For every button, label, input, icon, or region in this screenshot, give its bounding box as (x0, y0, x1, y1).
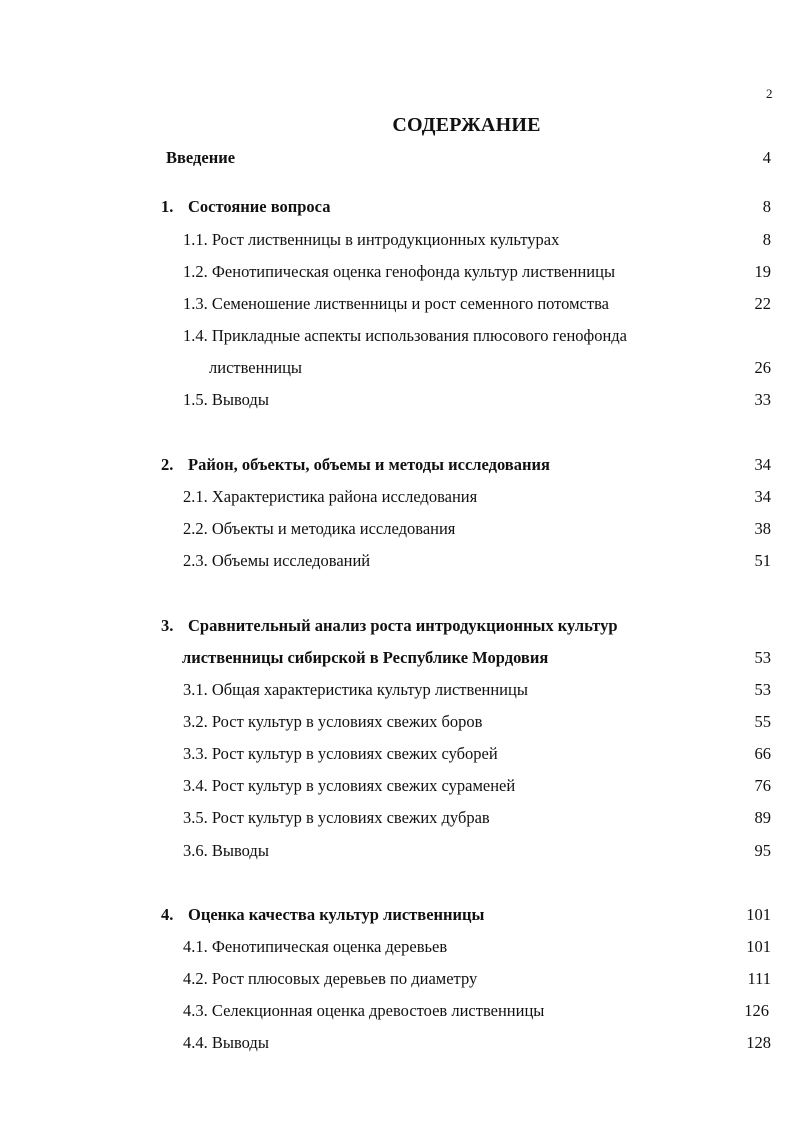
toc-section-title (161, 903, 484, 927)
toc-entry-label: 3.4. Рост культур в условиях свежих сураменей (183, 776, 516, 795)
toc-entry-label: 1.1. Рост лиственницы в интродукционных культурах (183, 230, 560, 249)
toc-entry-label: 1.5. Выводы (183, 390, 269, 409)
page-number: 2 (766, 86, 773, 101)
toc-entry-page: 38 (754, 519, 771, 538)
toc-entry-4-1[interactable] (0, 935, 793, 959)
toc-section-title-text: Район, объекты, объемы и методы исследования (188, 455, 550, 474)
toc-section-number: 2. (161, 455, 174, 474)
toc-entry-label: 4.3. Селекционная оценка древостоев лиственницы (183, 1001, 545, 1020)
toc-entry-label: 1.4. Прикладные аспекты использования плюсового генофонда (183, 326, 628, 345)
toc-entry-introduction[interactable] (0, 146, 793, 170)
toc-entry-1-4[interactable] (0, 324, 793, 348)
toc-entry-label: 1.2. Фенотипическая оценка генофонда культур лиственницы (183, 262, 616, 281)
toc-entry-1-2[interactable] (0, 260, 793, 284)
toc-entry-page: 22 (754, 294, 771, 313)
toc-entry-1-5[interactable] (0, 388, 793, 412)
toc-section-title-text: Сравнительный анализ роста интродукционных культур (188, 616, 618, 635)
toc-entry-label: 3.6. Выводы (183, 841, 269, 860)
toc-entry-page: 55 (754, 712, 771, 731)
toc-entry-3-2[interactable] (0, 710, 793, 734)
toc-entry-label: 4.1. Фенотипическая оценка деревьев (183, 937, 448, 956)
toc-entry-page: 26 (754, 358, 771, 377)
toc-section-title (161, 453, 550, 477)
toc-entry-label: 3.2. Рост культур в условиях свежих боров (183, 712, 483, 731)
toc-entry-page: 53 (754, 680, 771, 699)
toc-entry-1-3[interactable] (0, 292, 793, 316)
toc-entry-label: 3.1. Общая характеристика культур лиственницы (183, 680, 528, 699)
toc-section-number: 1. (161, 197, 174, 216)
toc-entry-page: 101 (746, 937, 771, 956)
toc-entry-3-5[interactable] (0, 806, 793, 830)
toc-section-2[interactable] (0, 453, 793, 477)
toc-section-page: 8 (762, 197, 771, 216)
toc-entry-4-3[interactable] (0, 999, 793, 1023)
toc-entry-2-3[interactable] (0, 549, 793, 573)
toc-entry-3-1[interactable] (0, 678, 793, 702)
toc-entry-page: 4 (762, 148, 771, 167)
toc-entry-label: 4.2. Рост плюсовых деревьев по диаметру (183, 969, 478, 988)
toc-entry-2-1[interactable] (0, 485, 793, 509)
toc-section-page: 34 (754, 455, 771, 474)
toc-entry-label: Введение (166, 148, 236, 167)
toc-entry-1-4-continuation[interactable] (0, 356, 793, 380)
toc-entry-page: 128 (746, 1033, 771, 1052)
toc-section-4[interactable] (0, 903, 793, 927)
toc-entry-label: 2.1. Характеристика района исследования (183, 487, 478, 506)
toc-section-title-text: Оценка качества культур лиственницы (188, 905, 485, 924)
toc-entry-page: 34 (754, 487, 771, 506)
toc-entry-page: 126 (744, 1001, 769, 1020)
page-title: СОДЕРЖАНИЕ (392, 114, 541, 136)
toc-entry-page: 33 (754, 390, 771, 409)
toc-entry-label: 2.3. Объемы исследований (183, 551, 371, 570)
toc-entry-label: 3.5. Рост культур в условиях свежих дубрав (183, 808, 490, 827)
toc-section-1[interactable] (0, 195, 793, 219)
toc-section-3[interactable] (0, 614, 793, 638)
toc-section-title (161, 195, 330, 219)
toc-section-page: 53 (754, 648, 771, 667)
toc-entry-label-continuation: лиственницы (209, 358, 303, 377)
toc-entry-label: 2.2. Объекты и методика исследования (183, 519, 456, 538)
toc-entry-label: 3.3. Рост культур в условиях свежих суборей (183, 744, 498, 763)
toc-entry-page: 89 (754, 808, 771, 827)
toc-entry-page: 51 (754, 551, 771, 570)
toc-entry-page: 76 (754, 776, 771, 795)
toc-section-3-continuation[interactable] (0, 646, 793, 670)
toc-entry-page: 8 (762, 230, 771, 249)
toc-entry-4-2[interactable] (0, 967, 793, 991)
toc-entry-page: 111 (747, 969, 771, 988)
toc-entry-label: 1.3. Семеношение лиственницы и рост семенного потомства (183, 294, 609, 313)
toc-entry-page: 66 (754, 744, 771, 763)
toc-entry-page: 95 (754, 841, 771, 860)
toc-section-title (161, 614, 618, 638)
toc-entry-3-6[interactable] (0, 839, 793, 863)
toc-section-title-continuation: лиственницы сибирской в Республике Мордовия (182, 648, 549, 667)
toc-entry-3-3[interactable] (0, 742, 793, 766)
toc-entry-2-2[interactable] (0, 517, 793, 541)
toc-entry-4-4[interactable] (0, 1031, 793, 1055)
toc-section-number: 4. (161, 905, 174, 924)
toc-entry-page: 19 (754, 262, 771, 281)
toc-entry-3-4[interactable] (0, 774, 793, 798)
toc-entry-1-1[interactable] (0, 228, 793, 252)
toc-section-page: 101 (746, 905, 771, 924)
toc-section-title-text: Состояние вопроса (188, 197, 331, 216)
toc-section-number: 3. (161, 616, 174, 635)
toc-entry-label: 4.4. Выводы (183, 1033, 269, 1052)
